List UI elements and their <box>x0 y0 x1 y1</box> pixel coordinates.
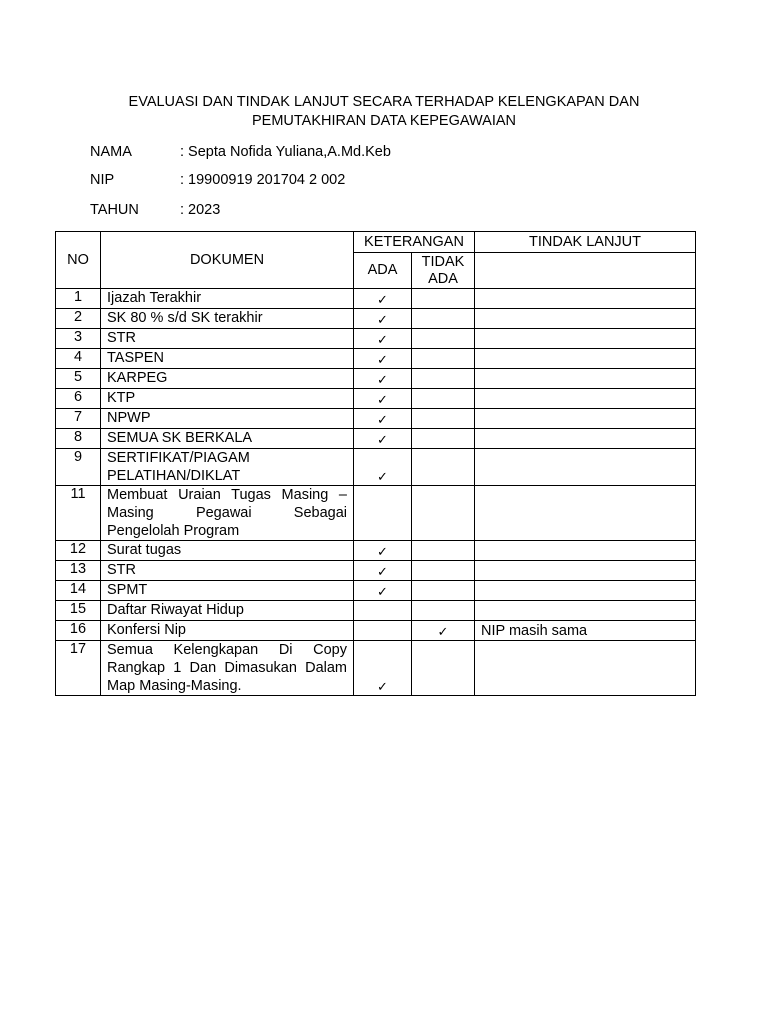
row-tindak-lanjut <box>475 309 696 329</box>
row-number: 9 <box>56 449 101 486</box>
meta-label: NIP <box>90 172 115 188</box>
ada-checkmark-cell: ✓ <box>354 429 412 449</box>
ada-checkmark-cell: ✓ <box>354 409 412 429</box>
table-row <box>56 641 696 696</box>
row-tindak-lanjut <box>475 641 696 696</box>
table-row <box>56 409 696 429</box>
row-dokumen: KTP <box>101 389 354 409</box>
ada-checkmark-cell: ✓ <box>354 449 412 486</box>
row-dokumen: SERTIFIKAT/PIAGAM PELATIHAN/DIKLAT <box>101 449 354 486</box>
document-title <box>80 93 688 131</box>
row-dokumen: SK 80 % s/d SK terakhir <box>101 309 354 329</box>
meta-value: : 2023 <box>180 202 221 218</box>
ada-checkmark-cell: ✓ <box>354 561 412 581</box>
meta-label: TAHUN <box>90 202 139 218</box>
row-number: 8 <box>56 429 101 449</box>
row-dokumen: Surat tugas <box>101 541 354 561</box>
header-tidak-ada: TIDAK ADA <box>412 253 475 289</box>
ada-checkmark-cell: ✓ <box>354 349 412 369</box>
header-tindak-lanjut: TINDAK LANJUT <box>475 232 696 253</box>
row-dokumen: SPMT <box>101 581 354 601</box>
row-dokumen: KARPEG <box>101 369 354 389</box>
tidak-ada-checkmark-cell <box>412 561 475 581</box>
row-number: 6 <box>56 389 101 409</box>
row-dokumen: STR <box>101 329 354 349</box>
row-number: 12 <box>56 541 101 561</box>
row-number: 4 <box>56 349 101 369</box>
table-row <box>56 349 696 369</box>
tidak-ada-checkmark-cell <box>412 541 475 561</box>
tidak-ada-checkmark-cell <box>412 581 475 601</box>
row-dokumen: Membuat Uraian Tugas Masing – Masing Pegawai Sebagai Pengelolah Program <box>101 486 354 541</box>
row-tindak-lanjut <box>475 289 696 309</box>
tidak-ada-checkmark-cell <box>412 349 475 369</box>
row-number: 11 <box>56 486 101 541</box>
meta-value: : 19900919 201704 2 002 <box>180 172 346 188</box>
table-body <box>56 289 696 696</box>
row-tindak-lanjut <box>475 449 696 486</box>
meta-value: : Septa Nofida Yuliana,A.Md.Keb <box>180 144 391 160</box>
row-dokumen: Konfersi Nip <box>101 621 354 641</box>
ada-checkmark-cell <box>354 601 412 621</box>
tidak-ada-checkmark-cell <box>412 289 475 309</box>
ada-checkmark-cell: ✓ <box>354 309 412 329</box>
title-line-2: PEMUTAKHIRAN DATA KEPEGAWAIAN <box>252 113 516 129</box>
tidak-ada-checkmark-cell <box>412 329 475 349</box>
row-tindak-lanjut <box>475 581 696 601</box>
tidak-ada-checkmark-cell <box>412 449 475 486</box>
row-number: 3 <box>56 329 101 349</box>
row-number: 14 <box>56 581 101 601</box>
ada-checkmark-cell: ✓ <box>354 369 412 389</box>
row-tindak-lanjut <box>475 409 696 429</box>
tidak-ada-checkmark-cell <box>412 486 475 541</box>
table-row <box>56 601 696 621</box>
header-ada: ADA <box>354 253 412 289</box>
row-number: 17 <box>56 641 101 696</box>
table-row <box>56 389 696 409</box>
row-tindak-lanjut <box>475 429 696 449</box>
ada-checkmark-cell: ✓ <box>354 541 412 561</box>
table-row <box>56 329 696 349</box>
ada-checkmark-cell: ✓ <box>354 289 412 309</box>
row-tindak-lanjut <box>475 601 696 621</box>
row-tindak-lanjut: NIP masih sama <box>475 621 696 641</box>
row-dokumen: STR <box>101 561 354 581</box>
evaluation-table <box>55 231 696 696</box>
tidak-ada-checkmark-cell <box>412 369 475 389</box>
header-keterangan: KETERANGAN <box>354 232 475 253</box>
row-dokumen: TASPEN <box>101 349 354 369</box>
row-number: 13 <box>56 561 101 581</box>
tidak-ada-checkmark-cell: ✓ <box>412 621 475 641</box>
tidak-ada-checkmark-cell <box>412 429 475 449</box>
tidak-ada-checkmark-cell <box>412 601 475 621</box>
row-number: 1 <box>56 289 101 309</box>
table-row <box>56 621 696 641</box>
row-dokumen: Daftar Riwayat Hidup <box>101 601 354 621</box>
tidak-ada-checkmark-cell <box>412 641 475 696</box>
row-number: 2 <box>56 309 101 329</box>
row-tindak-lanjut <box>475 389 696 409</box>
tidak-ada-checkmark-cell <box>412 389 475 409</box>
row-tindak-lanjut <box>475 329 696 349</box>
ada-checkmark-cell: ✓ <box>354 581 412 601</box>
row-number: 5 <box>56 369 101 389</box>
ada-checkmark-cell: ✓ <box>354 389 412 409</box>
row-dokumen: NPWP <box>101 409 354 429</box>
table-row <box>56 289 696 309</box>
table-row <box>56 486 696 541</box>
table-row <box>56 581 696 601</box>
row-dokumen: Ijazah Terakhir <box>101 289 354 309</box>
ada-checkmark-cell <box>354 621 412 641</box>
row-number: 16 <box>56 621 101 641</box>
table-row <box>56 369 696 389</box>
tidak-ada-checkmark-cell <box>412 309 475 329</box>
row-tindak-lanjut <box>475 561 696 581</box>
row-tindak-lanjut <box>475 486 696 541</box>
table-row <box>56 309 696 329</box>
row-number: 7 <box>56 409 101 429</box>
row-number: 15 <box>56 601 101 621</box>
ada-checkmark-cell: ✓ <box>354 641 412 696</box>
row-tindak-lanjut <box>475 541 696 561</box>
table-row <box>56 429 696 449</box>
table-row <box>56 561 696 581</box>
row-dokumen: Semua Kelengkapan Di Copy Rangkap 1 Dan Dimasukan Dalam Map Masing-Masing. <box>101 641 354 696</box>
tidak-ada-checkmark-cell <box>412 409 475 429</box>
table-row <box>56 449 696 486</box>
ada-checkmark-cell: ✓ <box>354 329 412 349</box>
title-line-1: EVALUASI DAN TINDAK LANJUT SECARA TERHADAP KELENGKAPAN DAN <box>128 94 640 110</box>
table-row <box>56 541 696 561</box>
row-tindak-lanjut <box>475 349 696 369</box>
header-no: NO <box>56 232 101 289</box>
header-tindak-lanjut-blank <box>475 253 696 289</box>
meta-label: NAMA <box>90 144 132 160</box>
ada-checkmark-cell <box>354 486 412 541</box>
row-dokumen: SEMUA SK BERKALA <box>101 429 354 449</box>
row-tindak-lanjut <box>475 369 696 389</box>
header-dokumen: DOKUMEN <box>101 232 354 289</box>
